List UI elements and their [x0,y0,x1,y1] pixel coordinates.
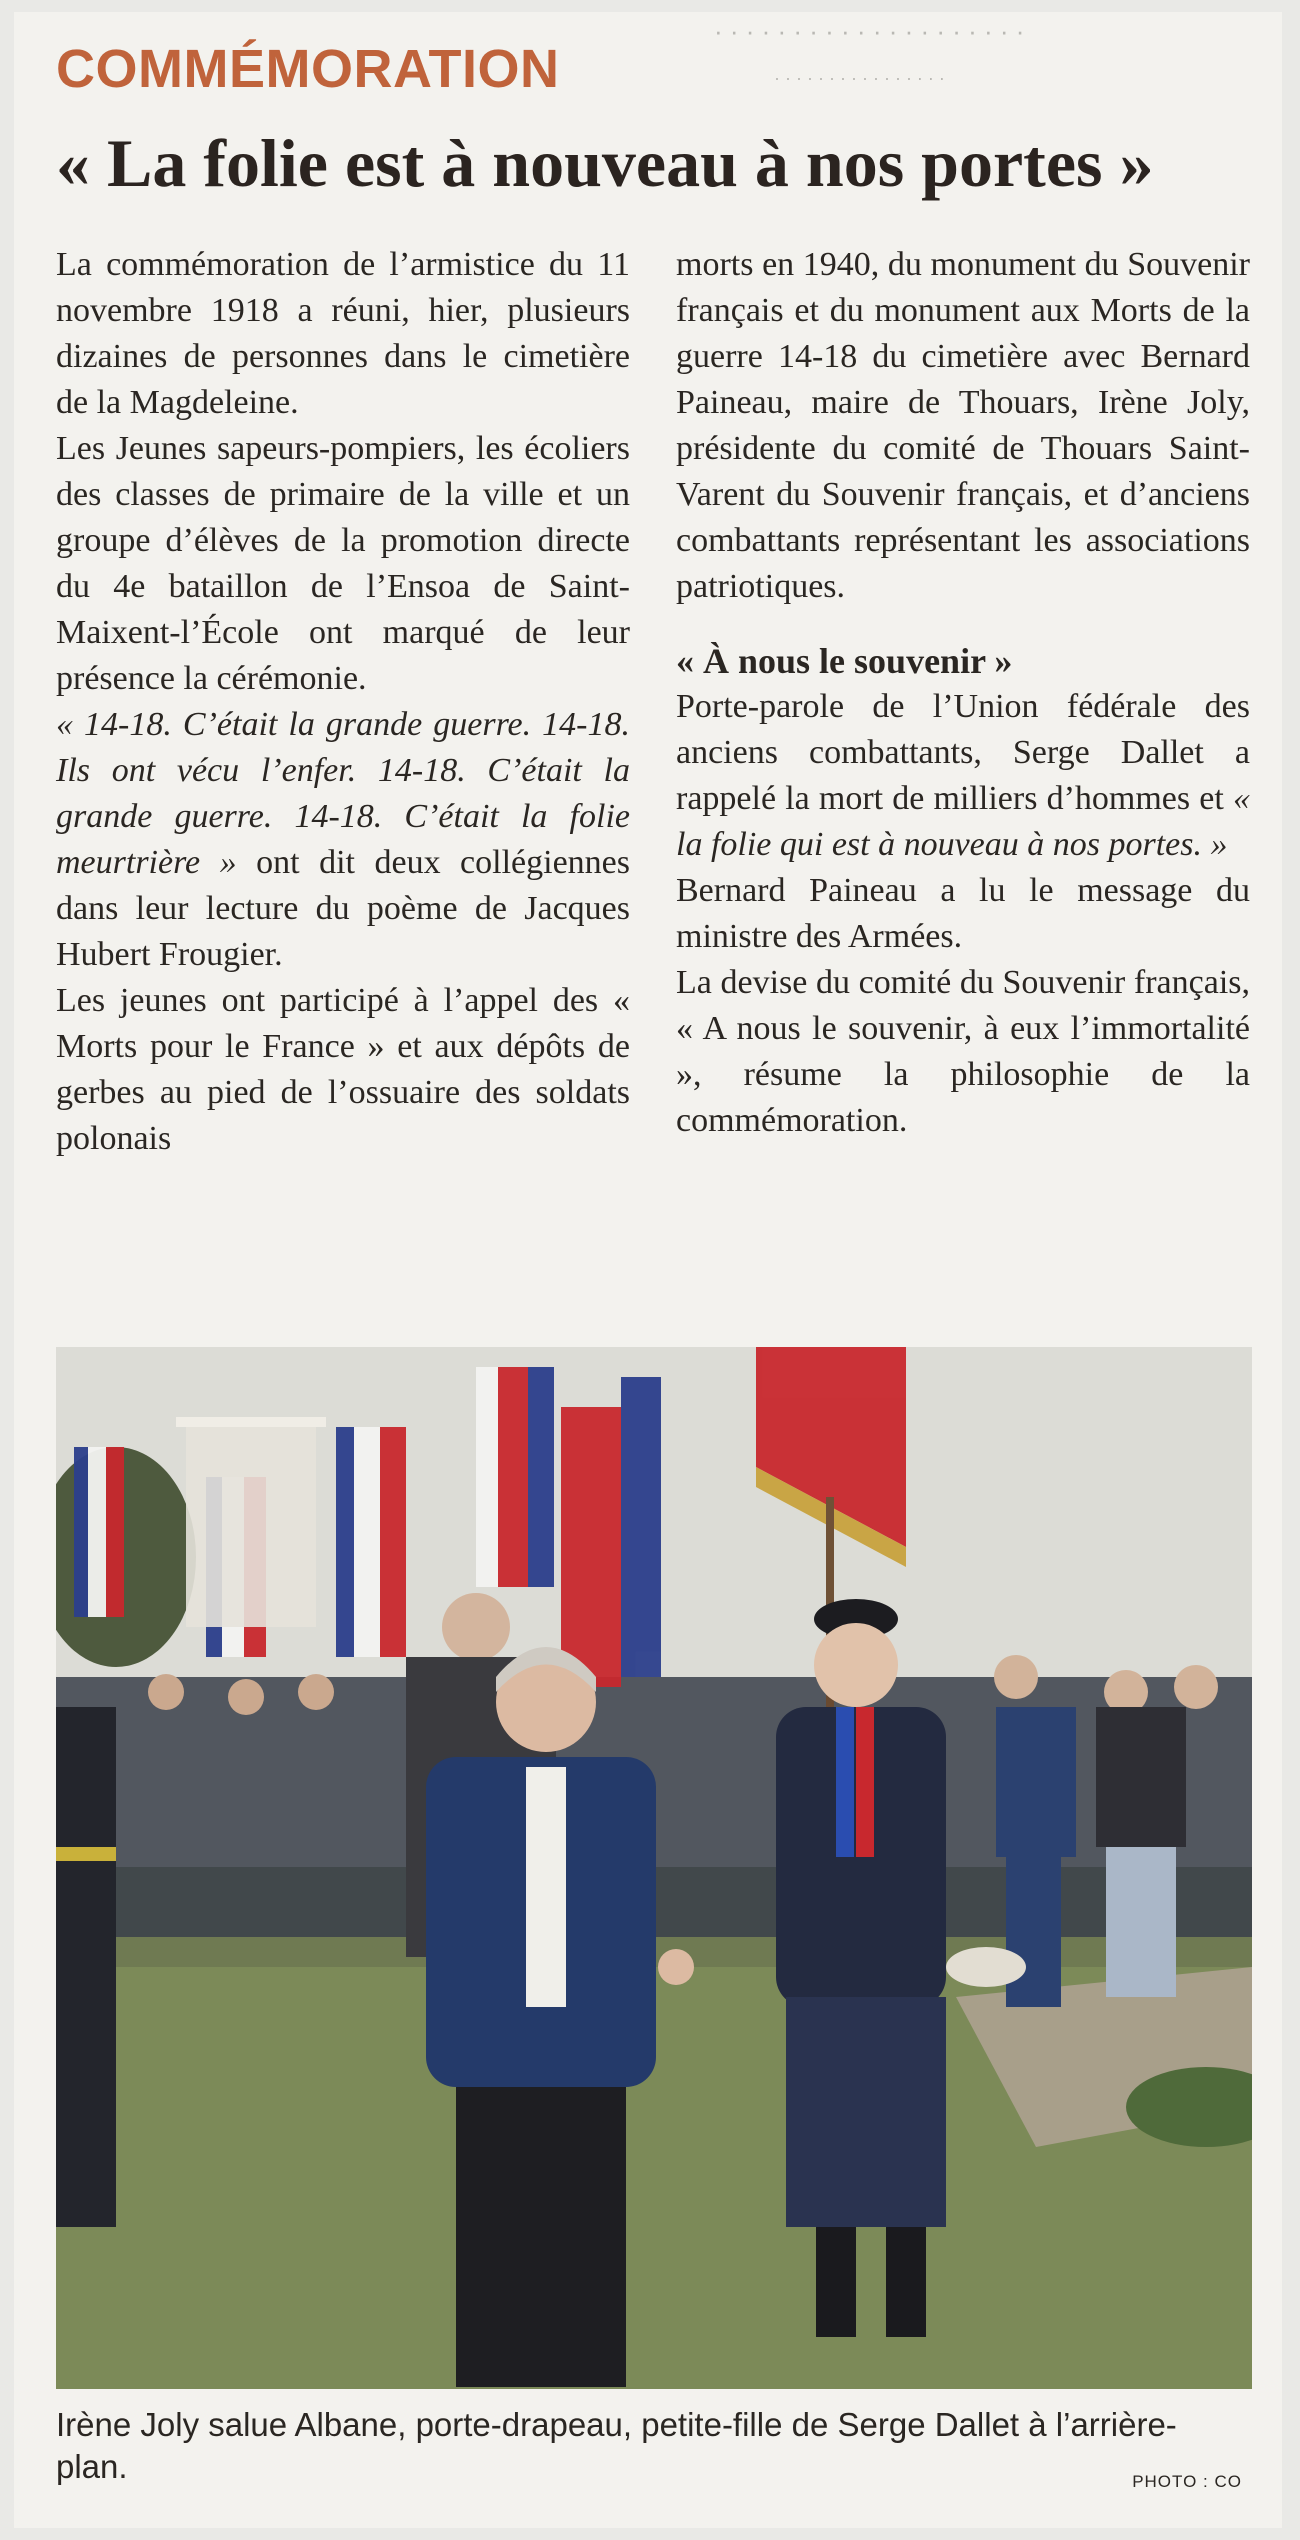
paragraph: Les Jeunes sapeurs-pompiers, les écoliers des classes de primaire de la ville et un groupe d’élèves de la promotion directe du 4e bataillon de l’Ensoa de Saint-Maixent-l’École ont marqué de leur présence la cérémonie. [56,430,630,697]
paragraph: La commémoration de l’armistice du 11 novembre 1918 a réuni, hier, plusieurs dizaines de personnes dans le cimetière de la Magdeleine. [56,246,630,421]
ceremony-photo-illustration [56,1347,1252,2389]
paragraph-text: ont dit deux collégiennes dans leur lecture du poème de Jacques Hubert Frougier. [56,844,630,973]
article-subhead: « À nous le souvenir » [676,641,1013,681]
paragraph-text: Porte-parole de l’Union fédérale des anciens combattants, Serge Dallet a rappelé la mort de milliers d’hommes et [676,688,1250,817]
article-column-left [56,242,630,1162]
paragraph [56,702,630,978]
bleed-through-text: · · · · · · · · · · · · · · · · · · · · · · · · · · · · · · · · · · · · [714,16,1025,88]
photo-credit: PHOTO : CO [1132,2472,1242,2491]
article-column-right [676,242,1250,1144]
paragraph: Les jeunes ont participé à l’appel des « Morts pour le France » et aux dépôts de gerbes au pied de l’ossuaire des soldats polonais [56,982,630,1157]
article-kicker: COMMÉMORATION [56,39,560,99]
paragraph: La devise du comité du Souvenir français, « A nous le souvenir, à eux l’immortalité », résume la philosophie de la commémoration. [676,964,1250,1139]
newspaper-clipping [14,12,1282,2528]
ceremony-photo [56,1347,1252,2389]
article-headline: « La folie est à nouveau à nos portes » [56,125,1154,201]
inline-quote: « la folie qui est à nouveau à nos portes. » [676,780,1250,863]
poem-quote: « 14-18. C’était la grande guerre. 14-18. Ils ont vécu l’enfer. 14-18. C’était la grande guerre. 14-18. C’était la folie meurtrière » [56,706,630,881]
photo-caption: Irène Joly salue Albane, porte-drapeau, petite-fille de Serge Dallet à l’arrière-plan. [56,2406,1177,2485]
paragraph: morts en 1940, du monument du Souvenir français et du monument aux Morts de la guerre 14-18 du cimetière avec Bernard Paineau, maire de Thouars, Irène Joly, présidente du comité de Thouars Saint-Varent du Souvenir français, et d’anciens combattants représentant les associations patriotiques. [676,246,1250,605]
paragraph: Bernard Paineau a lu le message du ministre des Armées. [676,872,1250,955]
paragraph [676,684,1250,868]
